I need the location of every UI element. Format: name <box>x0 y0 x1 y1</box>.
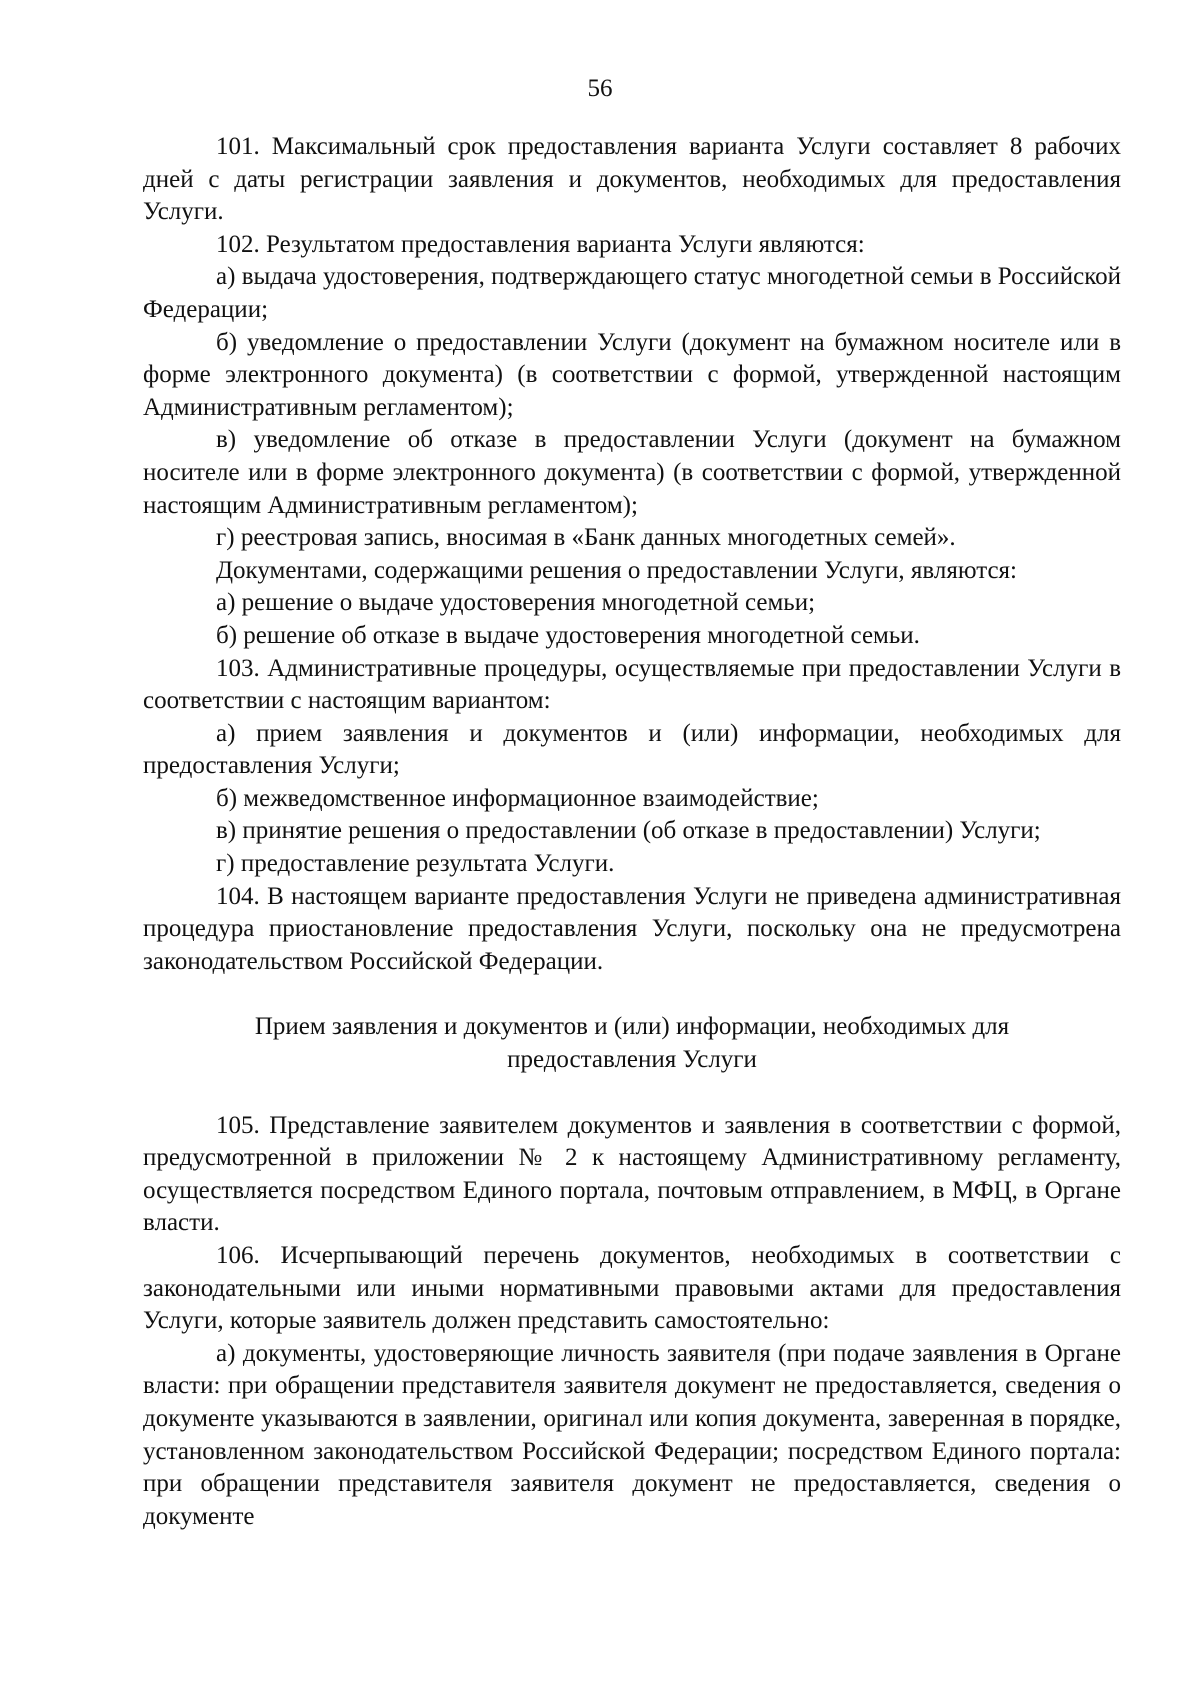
section-heading-line-1: Прием заявления и документов и (или) информации, необходимых для <box>254 1013 1010 1041</box>
paragraph-101: 101. Максимальный срок предоставления варианта Услуги составляет 8 рабочих дней с даты регистрации заявления и документов, необходимых для предоставления Услуги. <box>143 133 1121 226</box>
list-item-102-a: а) выдача удостоверения, подтверждающего статус многодетной семьи в Российской Федерации; <box>143 263 1121 323</box>
list-item-103-a: а) прием заявления и документов и (или) информации, необходимых для предоставления Услуги; <box>143 719 1121 780</box>
paragraph-102: 102. Результатом предоставления варианта Услуги являются: <box>216 230 865 258</box>
page-number: 56 <box>587 75 613 102</box>
list-item-103-v: в) принятие решения о предоставлении (об отказе в предоставлении) Услуги; <box>216 817 1041 845</box>
paragraph-decisions: Документами, содержащими решения о предоставлении Услуги, являются: <box>216 556 1017 584</box>
list-item-106-a: а) документы, удостоверяющие личность заявителя (при подаче заявления в Органе власти: при обращении представителя заявителя документ не предоставляется, сведения о документе указываются в заявлении, оригинал или копия документа, заверенная в порядке, установленном законодательством Российской Федерации; посредством Единого портала: при обращении представителя заявителя документ не предоставляется, сведения о документе <box>143 1339 1121 1530</box>
list-item-102-v: в) уведомление об отказе в предоставлении Услуги (документ на бумажном носителе или в форме электронного документа) (в соответствии с формой, утвержденной настоящим Административным регламентом); <box>143 426 1121 519</box>
section-heading <box>143 978 1121 1109</box>
paragraph-104: 104. В настоящем варианте предоставления Услуги не приведена административная процедура приостановление предоставления Услуги, поскольку она не предусмотрена законодательством Российской Федерации. <box>143 882 1121 975</box>
list-item-decision-b: б) решение об отказе в выдаче удостоверения многодетной семьи. <box>216 621 920 649</box>
paragraph-106: 106. Исчерпывающий перечень документов, необходимых в соответствии с законодательными или иными нормативными правовыми актами для предоставления Услуги, которые заявитель должен представить самостоятельно: <box>143 1242 1121 1335</box>
document-body <box>143 131 1121 1533</box>
list-item-decision-a: а) решение о выдаче удостоверения многодетной семьи; <box>216 589 816 617</box>
list-item-103-g: г) предоставление результата Услуги. <box>216 850 615 878</box>
paragraph-103: 103. Административные процедуры, осуществляемые при предоставлении Услуги в соответствии с настоящим вариантом: <box>143 654 1121 715</box>
list-item-102-b: б) уведомление о предоставлении Услуги (документ на бумажном носителе или в форме электронного документа) (в соответствии с формой, утвержденной настоящим Административным регламентом); <box>143 328 1121 421</box>
section-heading-line-2: предоставления Услуги <box>507 1046 757 1074</box>
list-item-103-b: б) межведомственное информационное взаимодействие; <box>216 784 819 812</box>
list-item-102-g: г) реестровая запись, вносимая в «Банк данных многодетных семей». <box>216 524 956 552</box>
paragraph-105: 105. Представление заявителем документов и заявления в соответствии с формой, предусмотренной в приложении № 2 к настоящему Административному регламенту, осуществляется посредством Единого портала, почтовым отправлением, в МФЦ, в Органе власти. <box>143 1111 1121 1237</box>
